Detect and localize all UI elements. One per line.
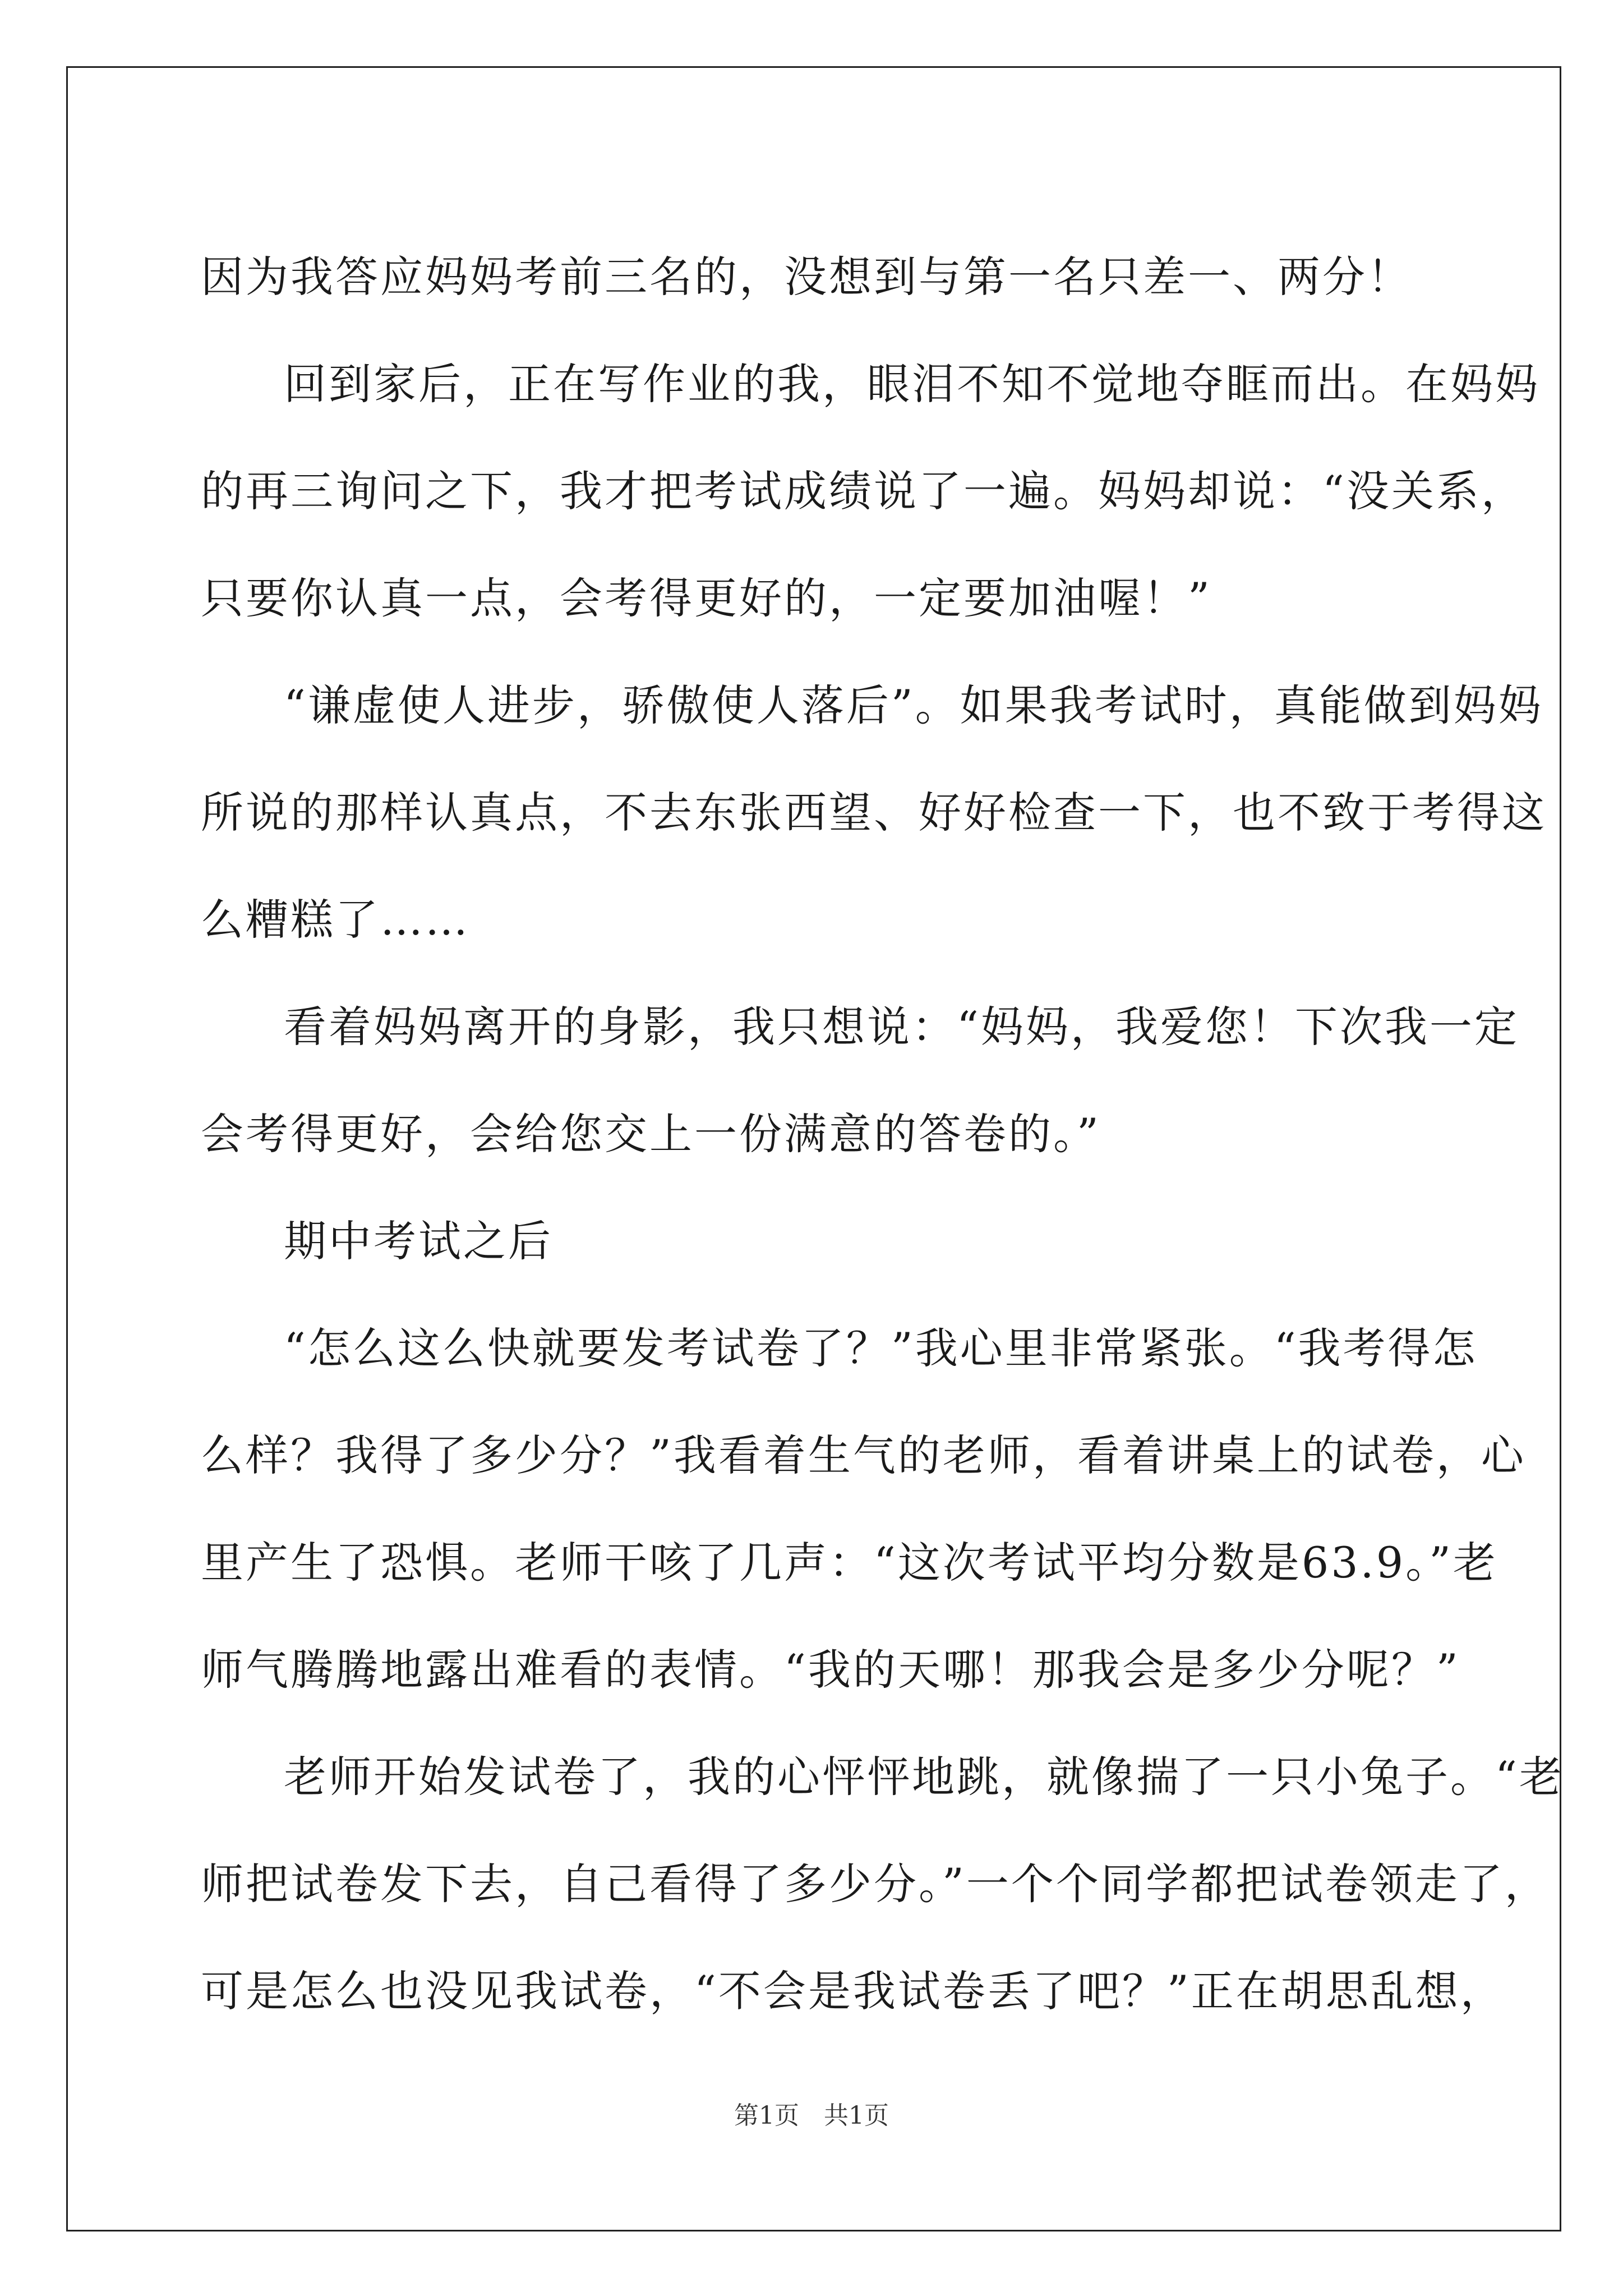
- paragraph-start-line: 看着妈妈离开的身影，我只想说：“妈妈，我爱您！下次我一定: [284, 1002, 1519, 1052]
- text-line: 可是怎么也没见我试卷，“不会是我试卷丢了吧？”正在胡思乱想，: [201, 1966, 1505, 2016]
- text-line: 所说的那样认真点，不去东张西望、好好检查一下，也不致于考得这: [201, 788, 1547, 838]
- document-body: [201, 220, 1564, 2041]
- text-line: 里产生了恐惧。老师干咳了几声：“这次考试平均分数是63.9。”老: [201, 1538, 1498, 1588]
- text-line: 的再三询问之下，我才把考试成绩说了一遍。妈妈却说：“没关系，: [201, 466, 1526, 516]
- paragraph-start-line: 回到家后，正在写作业的我，眼泪不知不觉地夺眶而出。在妈妈: [284, 359, 1540, 409]
- paragraph-start-line: 老师开始发试卷了，我的心怦怦地跳，就像揣了一只小兔子。“老: [284, 1752, 1564, 1802]
- text-line: 么糟糕了……: [201, 895, 470, 945]
- section-heading: 期中考试之后: [284, 1216, 553, 1266]
- text-line: 么样？我得了多少分？”我看着生气的老师，看着讲桌上的试卷，心: [201, 1430, 1526, 1480]
- text-line: 因为我答应妈妈考前三名的，没想到与第一名只差一、两分！: [201, 252, 1412, 302]
- text-line: 只要你认真一点，会考得更好的，一定要加油喔！”: [201, 573, 1212, 623]
- paragraph-start-line: “谦虚使人进步，骄傲使人落后”。如果我考试时，真能做到妈妈: [284, 680, 1543, 730]
- text-line: 师气腾腾地露出难看的表情。“我的天哪！那我会是多少分呢？”: [201, 1645, 1460, 1695]
- text-line: 师把试卷发下去，自己看得了多少分。”一个个同学都把试卷领走了，: [201, 1859, 1550, 1909]
- text-line: 会考得更好，会给您交上一份满意的答卷的。”: [201, 1109, 1101, 1159]
- paragraph-start-line: “怎么这么快就要发考试卷了？”我心里非常紧张。“我考得怎: [284, 1323, 1478, 1373]
- page-number-footer: 第1页 共1页: [734, 2101, 889, 2130]
